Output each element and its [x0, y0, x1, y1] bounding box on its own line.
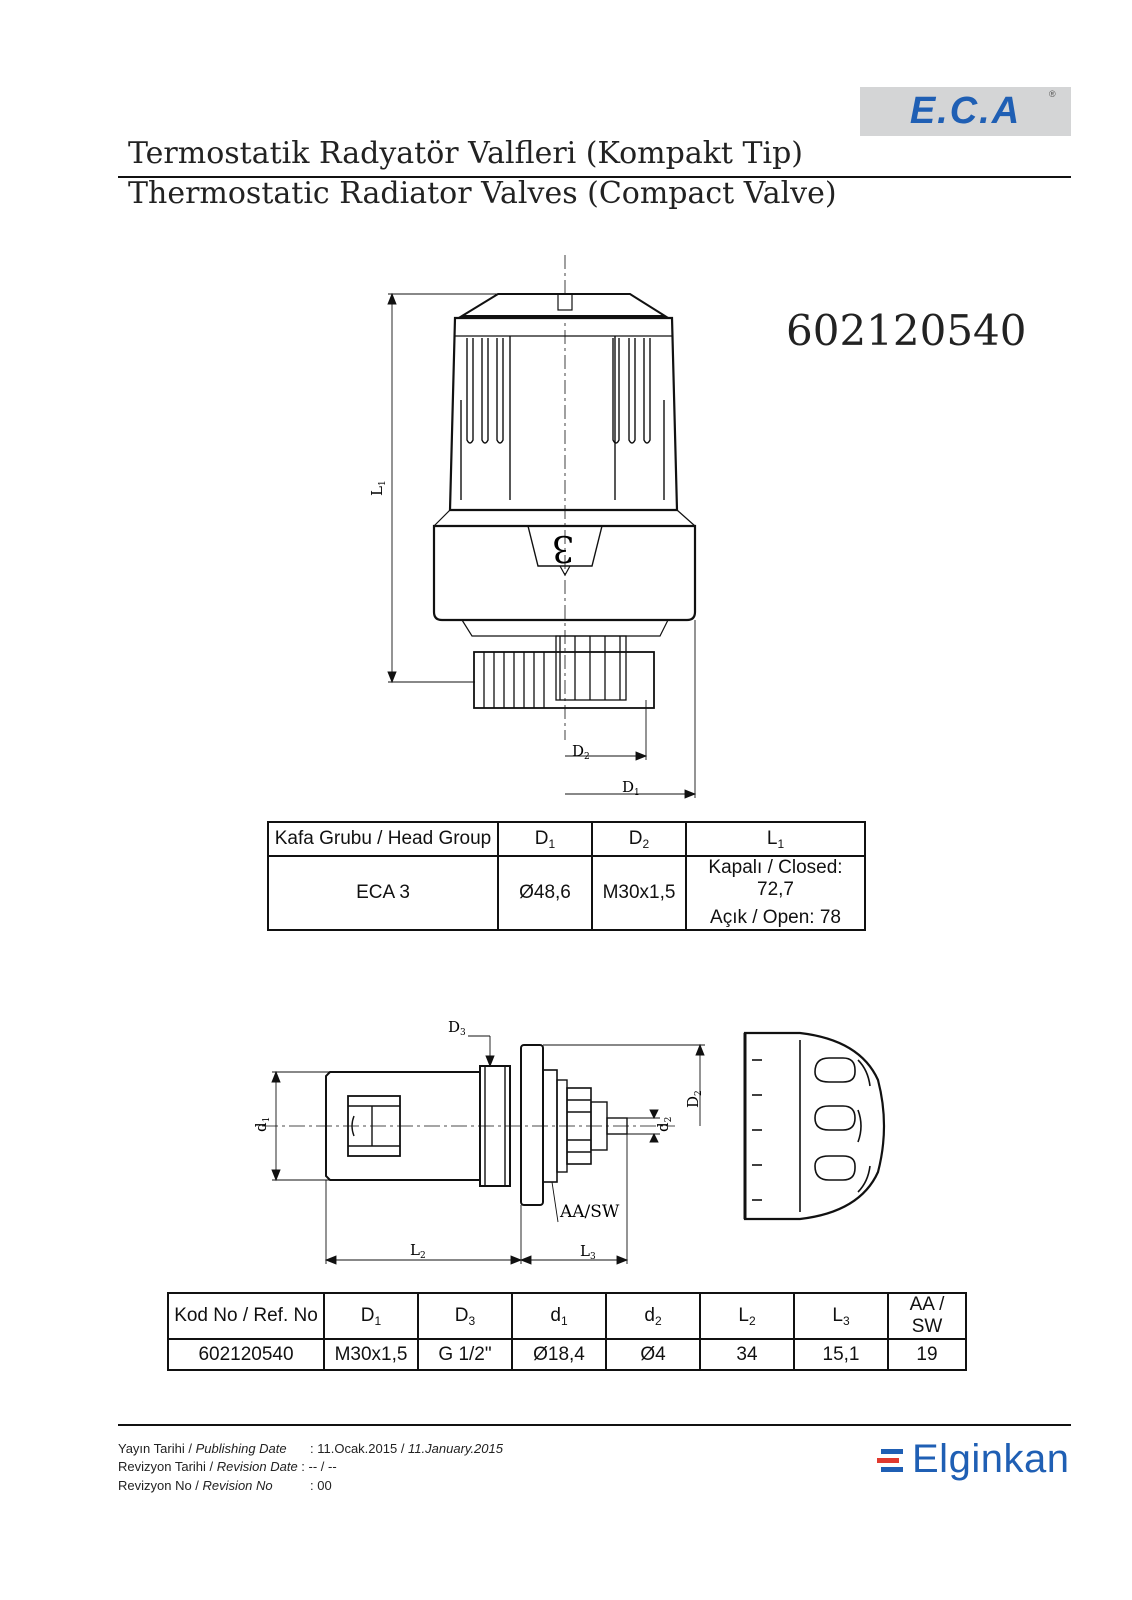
col-L3: $L_3$ — [794, 1293, 888, 1339]
col-D3: $D_3$ — [418, 1293, 512, 1339]
registered-mark: ® — [1049, 89, 1056, 99]
col-ref-no: Kod No / Ref. No — [168, 1293, 324, 1339]
valve-drawing — [240, 1010, 900, 1280]
table-header-row — [268, 822, 865, 856]
dim-D2-side-label: $D_2$ — [684, 1090, 704, 1108]
elginkan-mark-icon — [877, 1449, 905, 1475]
page-title-en: Thermostatic Radiator Valves (Compact Valve) — [128, 176, 837, 211]
col-d1: $d_1$ — [512, 1293, 606, 1339]
col-head-group: Kafa Grubu / Head Group — [268, 822, 498, 856]
cell-D3: G 1/2" — [418, 1339, 512, 1370]
dim-L1-label: $L_1$ — [368, 480, 388, 496]
cell-d1: Ø48,6 — [498, 856, 592, 930]
cell-L3: 15,1 — [794, 1339, 888, 1370]
dim-D3-label: $D_3$ — [448, 1018, 466, 1038]
head-spec-table — [267, 821, 866, 931]
cell-aa-sw: 19 — [888, 1339, 966, 1370]
col-d1: $D_1$ — [498, 822, 592, 856]
valve-spec-table — [167, 1292, 967, 1371]
col-aa-sw: AA / SW — [888, 1293, 966, 1339]
dim-L2-label: $L_2$ — [410, 1241, 426, 1261]
cell-d1: Ø18,4 — [512, 1339, 606, 1370]
table-row — [168, 1339, 966, 1370]
publishing-date: Yayın Tarihi / Publishing Date : 11.Ocak.2015 / 11.January.2015 — [118, 1441, 503, 1456]
cell-head-group: ECA 3 — [268, 856, 498, 930]
col-L2: $L_2$ — [700, 1293, 794, 1339]
cell-l1-closed: Kapalı / Closed: 72,7 — [708, 857, 843, 900]
revision-no: Revizyon No / Revision No : 00 — [118, 1478, 332, 1493]
dim-d1-label: $d_1$ — [252, 1116, 272, 1132]
table-header-row — [168, 1293, 966, 1339]
col-d2: $D_2$ — [592, 822, 686, 856]
head-drawing — [360, 250, 720, 800]
head-number-label: 3 — [551, 527, 575, 568]
col-D1: $D_1$ — [324, 1293, 418, 1339]
cell-D1: M30x1,5 — [324, 1339, 418, 1370]
cell-d2: M30x1,5 — [592, 856, 686, 930]
revision-date: Revizyon Tarihi / Revision Date : -- / -- — [118, 1459, 337, 1474]
cell-d2: Ø4 — [606, 1339, 700, 1370]
cell-l1-open: Açık / Open: 78 — [710, 907, 841, 928]
table-row — [268, 856, 865, 930]
product-code: 602120540 — [786, 306, 1027, 355]
cell-l1 — [686, 856, 865, 930]
elginkan-logo — [877, 1437, 1077, 1487]
footer-divider — [118, 1424, 1071, 1426]
dim-D2-label: $D_2$ — [572, 742, 590, 762]
cell-ref-no: 602120540 — [168, 1339, 324, 1370]
col-l1: $L_1$ — [686, 822, 865, 856]
eca-logo-text: E.C.A — [909, 90, 1022, 132]
dim-D1-label: $D_1$ — [622, 778, 640, 798]
dim-d2-label: $d_2$ — [654, 1116, 674, 1132]
page-title-tr: Termostatik Radyatör Valfleri (Kompakt Tip) — [128, 136, 803, 171]
cell-L2: 34 — [700, 1339, 794, 1370]
dim-L3-label: $L_3$ — [580, 1242, 596, 1262]
dim-aa-sw-label: AA/SW — [560, 1202, 620, 1222]
elginkan-wordmark: Elginkan — [912, 1437, 1070, 1481]
col-d2: $d_2$ — [606, 1293, 700, 1339]
eca-logo — [860, 87, 1071, 136]
